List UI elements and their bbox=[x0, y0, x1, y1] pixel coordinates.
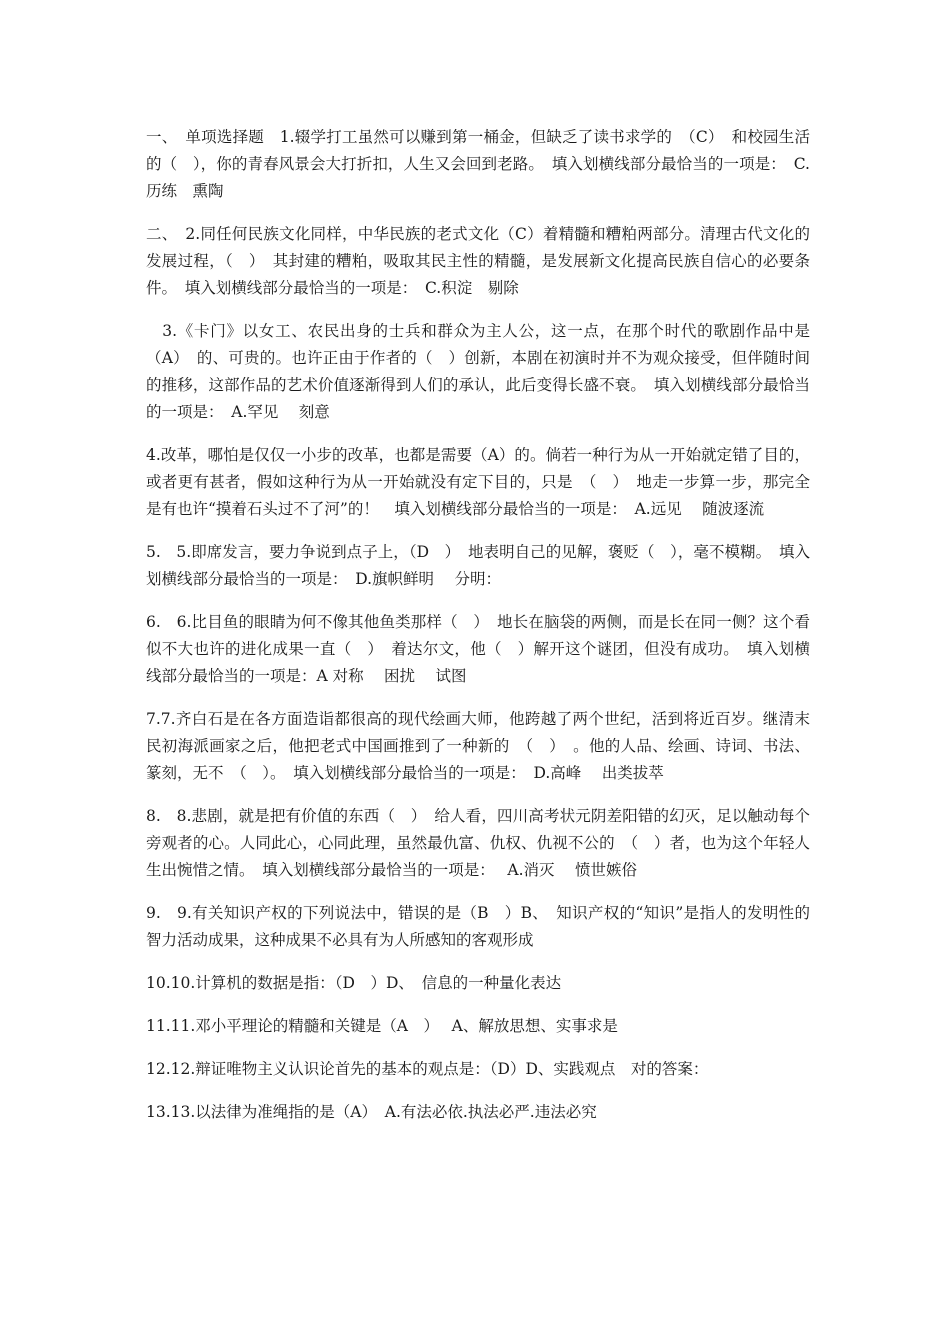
question-paragraph-6: 6. 6.比目鱼的眼睛为何不像其他鱼类那样（ ） 地长在脑袋的两侧，而是长在同一侧？这个看似不大也许的进化成果一直（ ） 着达尔文，他（ ）解开这个谜团，但没有成功。 填入划横线部分最恰当的一项是：A 对称 困扰 试图 bbox=[146, 613, 810, 685]
question-paragraph-7: 7.7.齐白石是在各方面造诣都很高的现代绘画大师，他跨越了两个世纪，活到将近百岁。继清末民初海派画家之后，他把老式中国画推到了一种新的 （ ） 。他的人品、绘画、诗词、书法、篆刻，无不 （ ）。 填入划横线部分最恰当的一项是： D.高峰 出类拔萃 bbox=[146, 710, 810, 782]
question-paragraph-5: 5. 5.即席发言，要力争说到点子上，（D ） 地表明自己的见解，褒贬（ ），毫不模糊。 填入划横线部分最恰当的一项是： D.旗帜鲜明 分明： bbox=[146, 543, 810, 588]
question-paragraph-9: 9. 9.有关知识产权的下列说法中，错误的是（B ）B、 知识产权的“知识”是指人的发明性的智力活动成果，这种成果不必具有为人所感知的客观形成 bbox=[146, 904, 810, 949]
question-paragraph-3: 3.《卡门》以女工、农民出身的士兵和群众为主人公，这一点，在那个时代的歌剧作品中是（A） 的、可贵的。也许正由于作者的（ ）创新，本剧在初演时并不为观众接受，但伴随时间的推移，这部作品的艺术价值逐渐得到人们的承认，此后变得长盛不衰。 填入划横线部分最恰当的一项是： A.罕见 刻意 bbox=[146, 322, 810, 421]
question-paragraph-10: 10.10.计算机的数据是指：（D ）D、 信息的一种量化表达 bbox=[146, 974, 562, 992]
question-paragraph-4: 4.改革，哪怕是仅仅一小步的改革，也都是需要（A）的。倘若一种行为从一开始就定错了目的，或者更有甚者，假如这种行为从一开始就没有定下目的，只是 （ ） 地走一步算一步，那完全是有也许“摸着石头过不了河”的！ 填入划横线部分最恰当的一项是： A.远见 随波逐流 bbox=[146, 446, 810, 518]
question-paragraph-12: 12.12.辩证唯物主义认识论首先的基本的观点是：（D）D、实践观点 对的答案： bbox=[146, 1060, 709, 1078]
question-paragraph-11: 11.11.邓小平理论的精髓和关键是（A ） A、解放思想、实事求是 bbox=[146, 1017, 618, 1035]
question-paragraph-2: 二、 2.同任何民族文化同样，中华民族的老式文化（C）着精髓和糟粕两部分。清理古代文化的发展过程，（ ） 其封建的糟粕，吸取其民主性的精髓，是发展新文化提高民族自信心的必要条件。 填入划横线部分最恰当的一项是： C.积淀 剔除 bbox=[146, 225, 810, 297]
question-paragraph-1: 一、 单项选择题 1.辍学打工虽然可以赚到第一桶金，但缺乏了读书求学的 （C） 和校园生活的（ ），你的青春风景会大打折扣，人生又会回到老路。 填入划横线部分最恰当的一项是： C.历练 熏陶 bbox=[146, 128, 810, 200]
question-paragraph-13: 13.13.以法律为准绳指的是（A） A.有法必依.执法必严.违法必究 bbox=[146, 1103, 597, 1121]
question-paragraph-8: 8. 8.悲剧，就是把有价值的东西（ ） 给人看，四川高考状元阴差阳错的幻灭，足以触动每个旁观者的心。人同此心，心同此理，虽然最仇富、仇权、仇视不公的 （ ）者，也为这个年轻人生出惋惜之情。 填入划横线部分最恰当的一项是： A.消灭 愤世嫉俗 bbox=[146, 807, 810, 879]
document-body bbox=[146, 124, 810, 1142]
